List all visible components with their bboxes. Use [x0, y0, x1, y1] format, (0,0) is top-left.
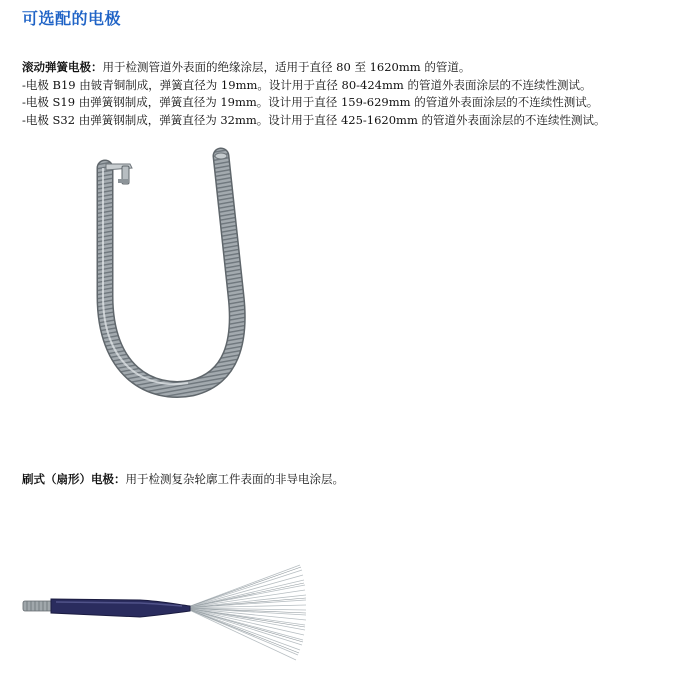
electrode-b19-item: -电极 B19 由铍青铜制成，弹簧直径为 19mm。设计用于直径 80-424mm 的管道外表面涂层的不连续性测试。: [22, 77, 592, 92]
brush-lead: 刷式（扇形）电极：: [22, 472, 126, 486]
rolling-spring-electrode-image: [84, 146, 254, 406]
brush-electrode-image: [20, 505, 310, 685]
rolling-spring-lead: 滚动弹簧电极：: [22, 60, 103, 74]
electrode-s32-item: -电极 S32 由弹簧钢制成，弹簧直径为 32mm。设计用于直径 425-1620mm 的管道外表面涂层的不连续性测试。: [22, 112, 606, 127]
brush-description: 用于检测复杂轮廓工件表面的非导电涂层。: [125, 472, 344, 486]
rolling-spring-electrode-section: [22, 59, 606, 129]
electrode-s19-item: -电极 S19 由弹簧钢制成，弹簧直径为 19mm。设计用于直径 159-629mm 的管道外表面涂层的不连续性测试。: [22, 95, 599, 109]
brush-intro: [22, 471, 344, 489]
page-title: 可选配的电极: [22, 9, 122, 28]
rolling-spring-intro: [22, 59, 606, 77]
rolling-spring-description: 用于检测管道外表面的绝缘涂层，适用于直径 80 至 1620mm 的管道。: [102, 60, 471, 74]
brush-electrode-section: [22, 471, 344, 489]
